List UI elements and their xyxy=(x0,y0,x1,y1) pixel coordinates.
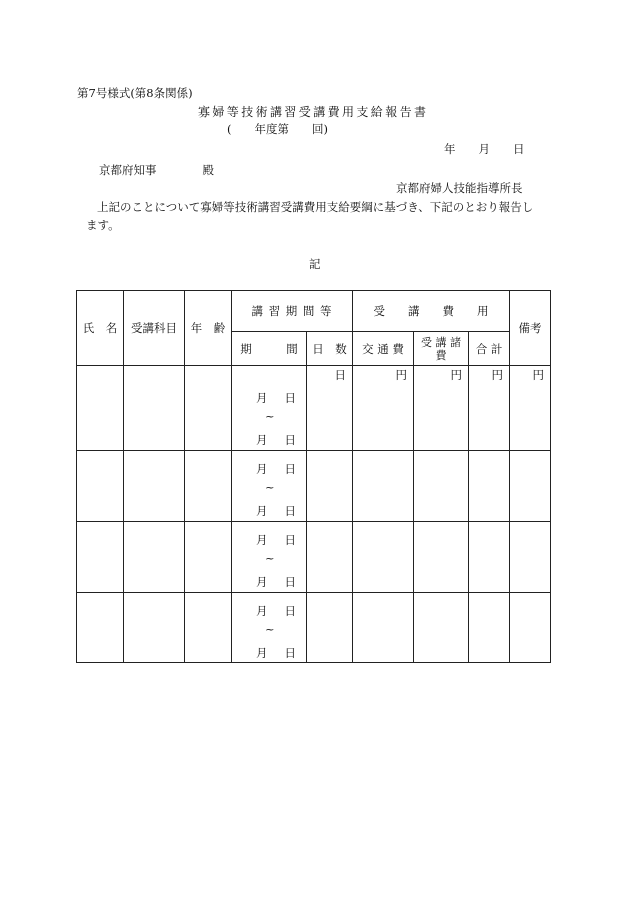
end-month-label: 月 xyxy=(256,433,268,447)
report-date: 年 月 日 xyxy=(444,142,525,156)
header-transport: 交 通 費 xyxy=(353,332,414,366)
range-tilde: ~ xyxy=(265,622,275,636)
cell-course[interactable] xyxy=(124,522,185,593)
end-day-label: 日 xyxy=(284,575,296,589)
table-row xyxy=(77,522,551,593)
start-month-label: 月 xyxy=(256,533,268,547)
end-month-label: 月 xyxy=(256,646,268,660)
body-text-line1: 上記のことについて寡婦等技術講習受講費用支給要綱に基づき、下記のとおり報告し xyxy=(97,200,534,214)
header-cost-group: 受 講 費 用 xyxy=(353,291,510,332)
cell-misc[interactable] xyxy=(414,522,469,593)
cell-age[interactable] xyxy=(185,451,232,522)
start-day-label: 日 xyxy=(284,604,296,618)
cell-misc[interactable] xyxy=(414,451,469,522)
header-period-group: 講 習 期 間 等 xyxy=(232,291,353,332)
cell-remarks[interactable] xyxy=(510,366,551,451)
cell-days[interactable] xyxy=(307,593,353,663)
unit-yen: 円 xyxy=(450,368,462,382)
cell-remarks[interactable] xyxy=(510,451,551,522)
start-month-label: 月 xyxy=(256,391,268,405)
cell-name[interactable] xyxy=(77,593,124,663)
report-table xyxy=(76,290,551,663)
start-day-label: 日 xyxy=(284,391,296,405)
cell-course[interactable] xyxy=(124,593,185,663)
start-month-label: 月 xyxy=(256,604,268,618)
cell-misc[interactable] xyxy=(414,593,469,663)
cell-course[interactable] xyxy=(124,366,185,451)
cell-remarks[interactable] xyxy=(510,522,551,593)
cell-period[interactable] xyxy=(232,366,307,451)
header-course: 受講科目 xyxy=(124,291,185,366)
cell-days[interactable] xyxy=(307,522,353,593)
end-month-label: 月 xyxy=(256,504,268,518)
start-day-label: 日 xyxy=(284,462,296,476)
document-title: 寡婦等技術講習受講費用支給報告書 xyxy=(198,105,429,119)
header-total: 合 計 xyxy=(469,332,510,366)
cell-days[interactable] xyxy=(307,366,353,451)
body-text-line2: ます。 xyxy=(86,218,120,232)
header-days: 日 数 xyxy=(307,332,353,366)
cell-transport[interactable] xyxy=(353,451,414,522)
cell-age[interactable] xyxy=(185,593,232,663)
header-remarks: 備考 xyxy=(510,291,551,366)
range-tilde: ~ xyxy=(265,551,275,565)
cell-transport[interactable] xyxy=(353,366,414,451)
cell-days[interactable] xyxy=(307,451,353,522)
cell-total[interactable] xyxy=(469,366,510,451)
cell-name[interactable] xyxy=(77,451,124,522)
header-misc-fees: 受 講 諸 費 xyxy=(414,332,469,366)
header-period: 期 間 xyxy=(232,332,307,366)
cell-age[interactable] xyxy=(185,366,232,451)
range-tilde: ~ xyxy=(265,480,275,494)
cell-misc[interactable] xyxy=(414,366,469,451)
cell-total[interactable] xyxy=(469,451,510,522)
sender: 京都府婦人技能指導所長 xyxy=(396,181,523,195)
cell-remarks[interactable] xyxy=(510,593,551,663)
form-number: 第7号様式(第8条関係) xyxy=(77,86,193,100)
unit-yen: 円 xyxy=(491,368,504,382)
start-day-label: 日 xyxy=(284,533,296,547)
cell-course[interactable] xyxy=(124,451,185,522)
cell-transport[interactable] xyxy=(353,593,414,663)
table-row xyxy=(77,593,551,663)
end-day-label: 日 xyxy=(284,646,296,660)
cell-period[interactable] xyxy=(232,522,307,593)
range-tilde: ~ xyxy=(265,409,275,423)
unit-day: 日 xyxy=(334,368,346,382)
cell-age[interactable] xyxy=(185,522,232,593)
end-day-label: 日 xyxy=(284,504,296,518)
ki-heading: 記 xyxy=(309,257,321,271)
end-day-label: 日 xyxy=(284,433,296,447)
header-name: 氏 名 xyxy=(77,291,124,366)
unit-yen: 円 xyxy=(395,368,407,382)
cell-period[interactable] xyxy=(232,593,307,663)
fiscal-year-line: ( 年度第 回) xyxy=(227,122,328,136)
cell-transport[interactable] xyxy=(353,522,414,593)
cell-name[interactable] xyxy=(77,522,124,593)
header-age: 年 齢 xyxy=(185,291,232,366)
cell-period[interactable] xyxy=(232,451,307,522)
cell-total[interactable] xyxy=(469,593,510,663)
addressee: 京都府知事 殿 xyxy=(99,163,214,177)
start-month-label: 月 xyxy=(256,462,268,476)
table-row xyxy=(77,366,551,451)
cell-total[interactable] xyxy=(469,522,510,593)
unit-yen: 円 xyxy=(532,368,545,382)
end-month-label: 月 xyxy=(256,575,268,589)
table-row xyxy=(77,451,551,522)
cell-name[interactable] xyxy=(77,366,124,451)
